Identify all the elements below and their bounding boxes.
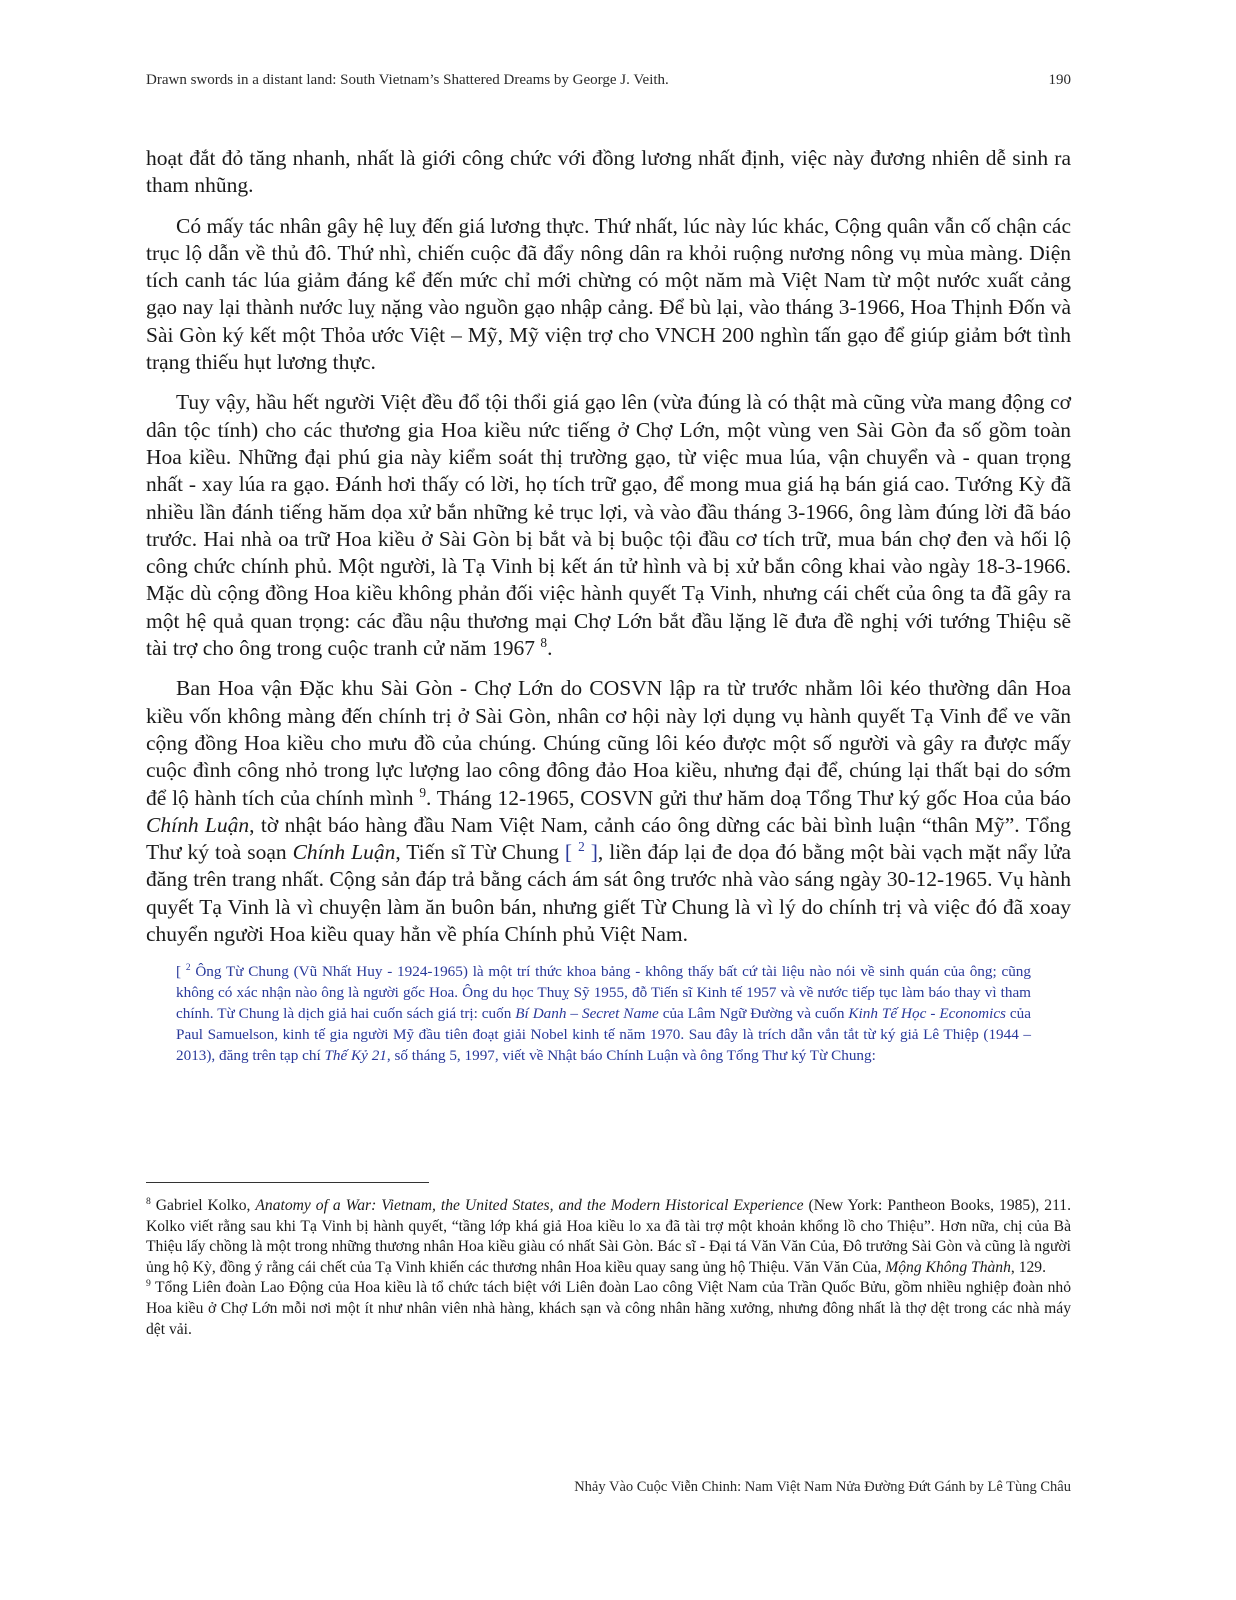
footnote-8: $^8$ Gabriel Kolko, Anatomy of a War: Vietnam, the United States, and the Modern Historical Experience (New York: Pantheon Books, 1985), 211. Kolko viết rằng sau khi Tạ Vinh bị hành quyết, “tầng lớp khá giả Hoa kiều lo xa đã tài trợ một khoản khổng lồ cho Thiệu”. Hơn nữa, chị của Bà Thiệu lấy chồng là một trong những thương nhân Hoa kiều giàu có nhất Sài Gòn. Bác sĩ - Đại tá Văn Văn Của, Đô trưởng Sài Gòn và cũng là người ủng hộ Kỳ, đồng ý rằng cái chết của Tạ Vinh khiến các thương nhân Hoa kiều quay sang ủng hộ Thiệu. Văn Văn Của, Mộng Không Thành, 129. — [146, 1195, 1072, 1276]
paragraph-3-text: Tuy vậy, hầu hết người Việt đều đổ tội thổi giá gạo lên (vừa đúng là có thật mà cũng vừa mang động cơ dân tộc tính) cho các thương gia Hoa kiều nức tiếng ở Chợ Lớn, một vùng ven Sài Gòn đa số gồm toàn Hoa kiều. Những đại phú gia này kiểm soát thị trường gạo, từ việc mua lúa, vận chuyển và - quan trọng nhất - xay lúa ra gạo. Đánh hơi thấy có lời, họ tích trữ gạo, để mong mua giá hạ bán giá cao. Tướng Kỳ đã nhiều lần đánh tiếng hăm dọa xử bắn những kẻ trục lợi, và vào đầu tháng 3-1966, ông làm đúng lời đã báo trước. Hai nhà oa trữ Hoa kiều ở Sài Gòn bị bắt và bị buộc tội đầu cơ tích trữ, mua bán chợ đen và hối lộ công chức chính phủ. Một người, là Tạ Vinh bị kết án tử hình và bị xử bắn công khai vào ngày 18-3-1966. Mặc dù cộng đồng Hoa kiều không phản đối việc hành quyết Tạ Vinh, nhưng cái chết của ông ta đã gây ra một hệ quả quan trọng: các đầu nậu thương mại Chợ Lớn bắt đầu lặng lẽ đưa đề nghị với tướng Thiệu sẽ tài trợ cho ông trong cuộc tranh cử năm 1967 — [146, 390, 1071, 661]
book-title: Bí Danh – Secret Name — [515, 1004, 659, 1022]
paragraph-3 — [146, 389, 1071, 662]
footnote-separator — [146, 1182, 429, 1183]
paragraph-4-text-d: , Tiến sĩ Từ Chung — [395, 840, 565, 865]
book-title: Anatomy of a War: Vietnam, the United States, and the Modern Historical Experience — [255, 1197, 804, 1214]
body-text — [146, 145, 1071, 1066]
paragraph-1: hoạt đắt đỏ tăng nhanh, nhất là giới công chức với đồng lương nhất định, việc này đương nhiên dễ sinh ra tham nhũng. — [146, 146, 1071, 198]
translator-note-bracket: [ — [176, 963, 182, 981]
running-header — [146, 70, 1071, 90]
footnote-ref-8[interactable]: 8 — [540, 634, 548, 650]
newspaper-title: Chính Luận — [146, 812, 250, 837]
paragraph-4 — [146, 675, 1071, 948]
paragraph-4-text-c: , tờ nhật báo hàng đầu Nam Việt Nam, cảnh cáo ông dừng các bài bình luận “thân Mỹ”. Tổng Thư ký toà soạn — [146, 812, 1071, 865]
paragraph-3-end: . — [547, 636, 553, 661]
paragraph-4-text-e: , liền đáp lại đe dọa đó bằng một bài vạch mặt nẩy lửa đăng trên trang nhất. Cộng sản đáp trả bằng cách ám sát ông trước nhà vào sáng ngày 30-12-1965. Vụ hành quyết Tạ Vinh là vì chuyện làm ăn buôn bán, nhưng giết Từ Chung là vì lý do chính trị và việc đó đã xoay chuyển người Hoa kiều quay hẳn về phía Chính phủ Việt Nam. — [146, 840, 1072, 947]
translator-note-ref[interactable]: [ $^2$ ] — [564, 838, 598, 865]
translator-note: [ $^2$ Ông Từ Chung (Vũ Nhất Huy - 1924-1965) là một trí thức khoa bảng - không thấy bất cứ tài liệu nào nói về sinh quán của ông; cũng không có xác nhận nào ông là người gốc Hoa. Ông du học Thuỵ Sỹ 1955, đỗ Tiến sĩ Kinh tế 1957 và về nước tiếp tục làm báo thay vì tham chính. Từ Chung là dịch giả hai cuốn sách giá trị: cuốn Bí Danh – Secret Name của Lâm Ngữ Đường và cuốn Kinh Tế Học - Economics của Paul Samuelson, kinh tế gia người Mỹ đầu tiên đoạt giải Nobel kinh tế năm 1970. Sau đây là trích dẫn vắn tắt từ ký giả Lê Thiệp (1944 – 2013), đăng trên tạp chí Thế Kỷ 21, số tháng 5, 1997, viết về Nhật báo Chính Luận và ông Tổng Thư ký Từ Chung: — [176, 963, 1031, 1064]
newspaper-title: Chính Luận — [292, 840, 396, 865]
running-footer: Nhảy Vào Cuộc Viễn Chinh: Nam Việt Nam Nửa Đường Đứt Gánh by Lê Tùng Châu — [574, 1479, 1071, 1495]
page-number: 190 — [1048, 72, 1071, 88]
paragraph-4-text-a: Ban Hoa vận Đặc khu Sài Gòn - Chợ Lớn do COSVN lập ra từ trước nhằm lôi kéo thường dân Hoa kiều vốn không màng đến chính trị ở Sài Gòn, nhân cơ hội này lợi dụng vụ hành quyết Tạ Vinh để ve vãn cộng đồng Hoa kiều cho mưu đồ của chúng. Chúng cũng lôi kéo được một số người và gây ra được mấy cuộc đình công nhỏ trong lực lượng lao công đông đảo Hoa kiều, nhưng đại để, chúng lại thất bại do sớm để lộ hành tích của chính mình — [146, 676, 1071, 810]
running-title: Drawn swords in a distant land: South Vietnam’s Shattered Dreams by George J. Veith. — [146, 72, 669, 88]
footnotes — [146, 1196, 1071, 1340]
book-title: Kinh Tế Học - Economics — [848, 1004, 1006, 1022]
book-title: Mộng Không Thành — [885, 1258, 1011, 1276]
footnote-9-number: 9 — [146, 1278, 151, 1290]
paragraph-4-text-b: . Tháng 12-1965, COSVN gửi thư hăm doạ Tổng Thư ký gốc Hoa của báo — [426, 785, 1071, 810]
footnote-ref-9[interactable]: 9 — [419, 784, 427, 800]
translator-note-number: 2 — [185, 963, 191, 974]
footnote-9: $^9$ Tổng Liên đoàn Lao Động của Hoa kiều là tổ chức tách biệt với Liên đoàn Lao công Việt Nam của Trần Quốc Bửu, gồm nhiều nghiệp đoàn nhỏ Hoa kiều ở Chợ Lớn mỗi nơi một ít như nhân viên nhà hàng, khách sạn và công nhân hãng xưởng, nhưng đông nhất là thợ dệt trong các nhà máy dệt vải. — [146, 1278, 1071, 1338]
magazine-title: Thế Kỷ 21 — [324, 1046, 387, 1064]
footnote-8-number: 8 — [146, 1195, 151, 1207]
paragraph-2: Có mấy tác nhân gây hệ luỵ đến giá lương thực. Thứ nhất, lúc này lúc khác, Cộng quân vẫn cố chận các trục lộ dẫn về thủ đô. Thứ nhì, chiến cuộc đã đẩy nông dân ra khỏi ruộng nương nông vụ mùa màng. Diện tích canh tác lúa giảm đáng kể đến mức chỉ mới chừng có một năm mà Việt Nam từ một nước xuất cảng gạo nay lại thành nước luỵ nặng vào nguồn gạo nhập cảng. Để bù lại, vào tháng 3-1966, Hoa Thịnh Đốn và Sài Gòn ký kết một Thỏa ước Việt – Mỹ, Mỹ viện trợ cho VNCH 200 nghìn tấn gạo để giúp giảm bớt tình trạng thiếu hụt lương thực. — [146, 213, 1071, 375]
